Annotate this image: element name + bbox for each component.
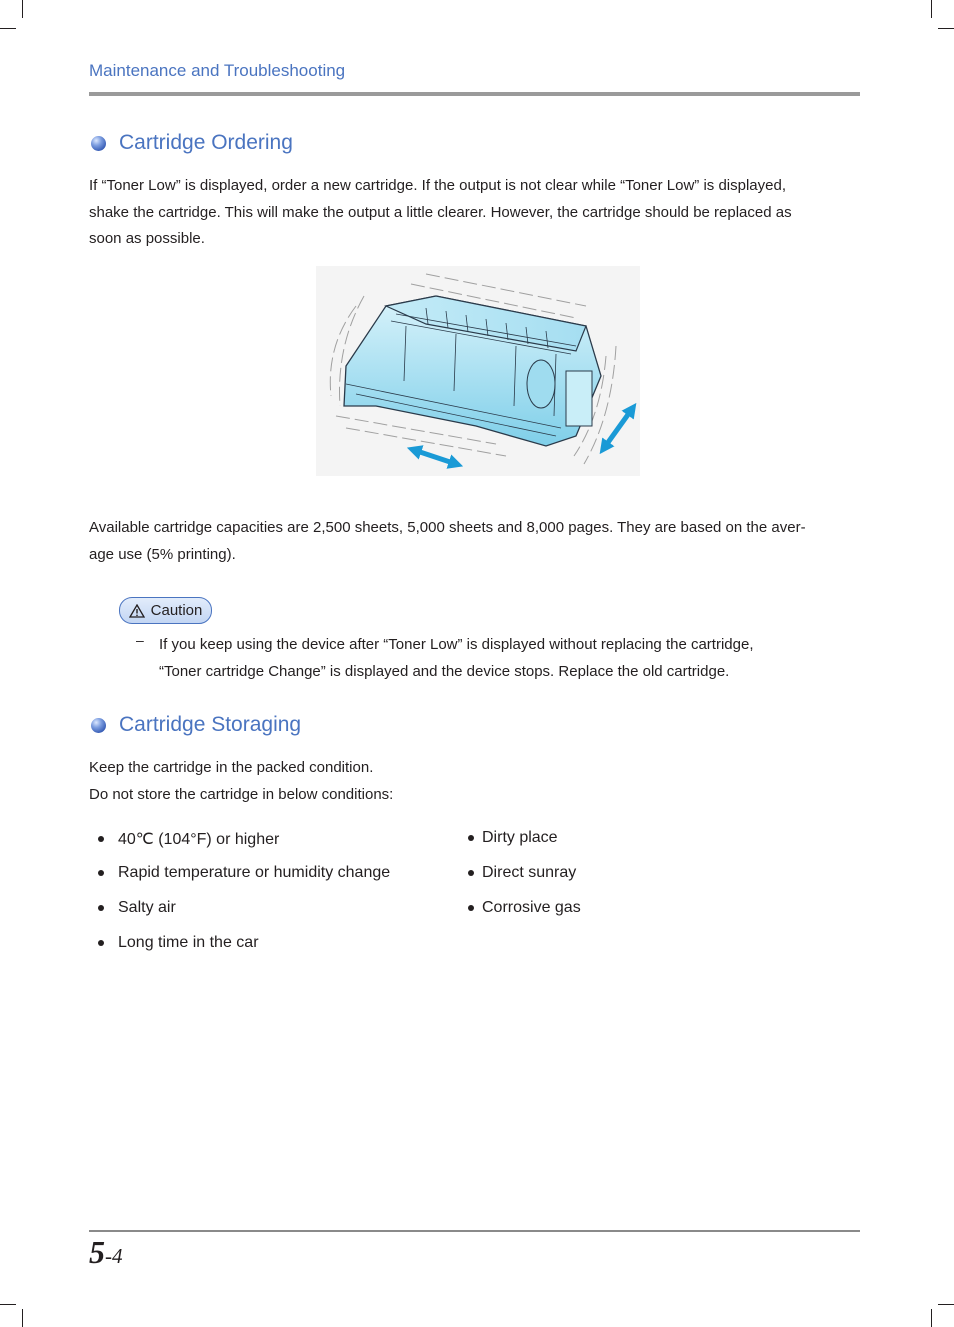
list-item-text: Corrosive gas bbox=[482, 899, 581, 916]
text-line: shake the cartridge. This will make the output a little clearer. However, the cartridge should be replaced as bbox=[89, 203, 792, 221]
crop-mark bbox=[22, 0, 23, 18]
list-item bbox=[98, 864, 390, 882]
crop-mark bbox=[938, 28, 954, 29]
list-item-text: Rapid temperature or humidity change bbox=[118, 864, 391, 881]
bullet-icon bbox=[98, 836, 104, 842]
list-item bbox=[468, 864, 576, 882]
toner-cartridge-icon bbox=[316, 266, 640, 476]
text-line: Keep the cartridge in the packed condition. bbox=[89, 759, 374, 776]
bullet-icon bbox=[98, 905, 104, 911]
bullet-icon bbox=[468, 870, 474, 876]
list-item-text: Direct sunray bbox=[482, 864, 577, 881]
text-line: soon as possible. bbox=[89, 230, 205, 247]
list-item bbox=[468, 829, 558, 847]
crop-mark bbox=[22, 1309, 23, 1327]
sphere-bullet-icon bbox=[91, 718, 106, 733]
page-number bbox=[89, 1234, 123, 1271]
bullet-icon bbox=[98, 870, 104, 876]
crop-mark bbox=[0, 1304, 16, 1305]
caution-badge bbox=[119, 597, 212, 624]
text-line: Available cartridge capacities are 2,500 sheets, 5,000 sheets and 8,000 pages. They are based on the aver- bbox=[89, 519, 806, 536]
list-item bbox=[468, 899, 581, 917]
crop-mark bbox=[938, 1304, 954, 1305]
list-item-text: 40℃ (104°F) or higher bbox=[118, 831, 280, 848]
capacity-paragraph bbox=[89, 515, 849, 568]
caution-dash: – bbox=[136, 632, 144, 648]
section-heading-storaging bbox=[91, 713, 301, 737]
list-item bbox=[98, 899, 176, 917]
section-heading-ordering bbox=[91, 131, 293, 155]
crop-mark bbox=[0, 28, 16, 29]
ordering-paragraph bbox=[89, 173, 849, 253]
warning-triangle-icon bbox=[129, 604, 145, 618]
heading-text: Cartridge Storaging bbox=[119, 713, 302, 736]
storaging-paragraph bbox=[89, 755, 849, 808]
text-line: If you keep using the device after “Toner Low” is displayed without replacing the cartridge, bbox=[159, 636, 754, 653]
text-line: Do not store the cartridge in below conditions: bbox=[89, 785, 394, 803]
sphere-bullet-icon bbox=[91, 136, 106, 151]
list-item bbox=[98, 934, 259, 952]
heading-text: Cartridge Ordering bbox=[119, 131, 293, 154]
list-item-text: Long time in the car bbox=[118, 934, 259, 951]
crop-mark bbox=[931, 1309, 932, 1327]
list-item bbox=[98, 829, 279, 849]
crop-mark bbox=[931, 0, 932, 18]
text-line: If “Toner Low” is displayed, order a new cartridge. If the output is not clear while “Toner Low” is displayed, bbox=[89, 177, 787, 194]
bullet-icon bbox=[98, 940, 104, 946]
list-item-text: Dirty place bbox=[482, 829, 558, 846]
text-line: age use (5% printing). bbox=[89, 545, 236, 563]
header-divider bbox=[89, 92, 860, 96]
text-line: “Toner cartridge Change” is displayed and the device stops. Replace the old cartridge. bbox=[159, 663, 730, 680]
page-suffix: -4 bbox=[105, 1244, 123, 1268]
bullet-icon bbox=[468, 905, 474, 911]
chapter-number: 5 bbox=[89, 1234, 105, 1270]
caution-text bbox=[159, 631, 839, 685]
bullet-icon bbox=[468, 835, 474, 841]
running-header: Maintenance and Troubleshooting bbox=[89, 61, 346, 80]
footer-divider bbox=[89, 1230, 860, 1232]
list-item-text: Salty air bbox=[118, 899, 176, 916]
caution-label: Caution bbox=[150, 602, 203, 619]
